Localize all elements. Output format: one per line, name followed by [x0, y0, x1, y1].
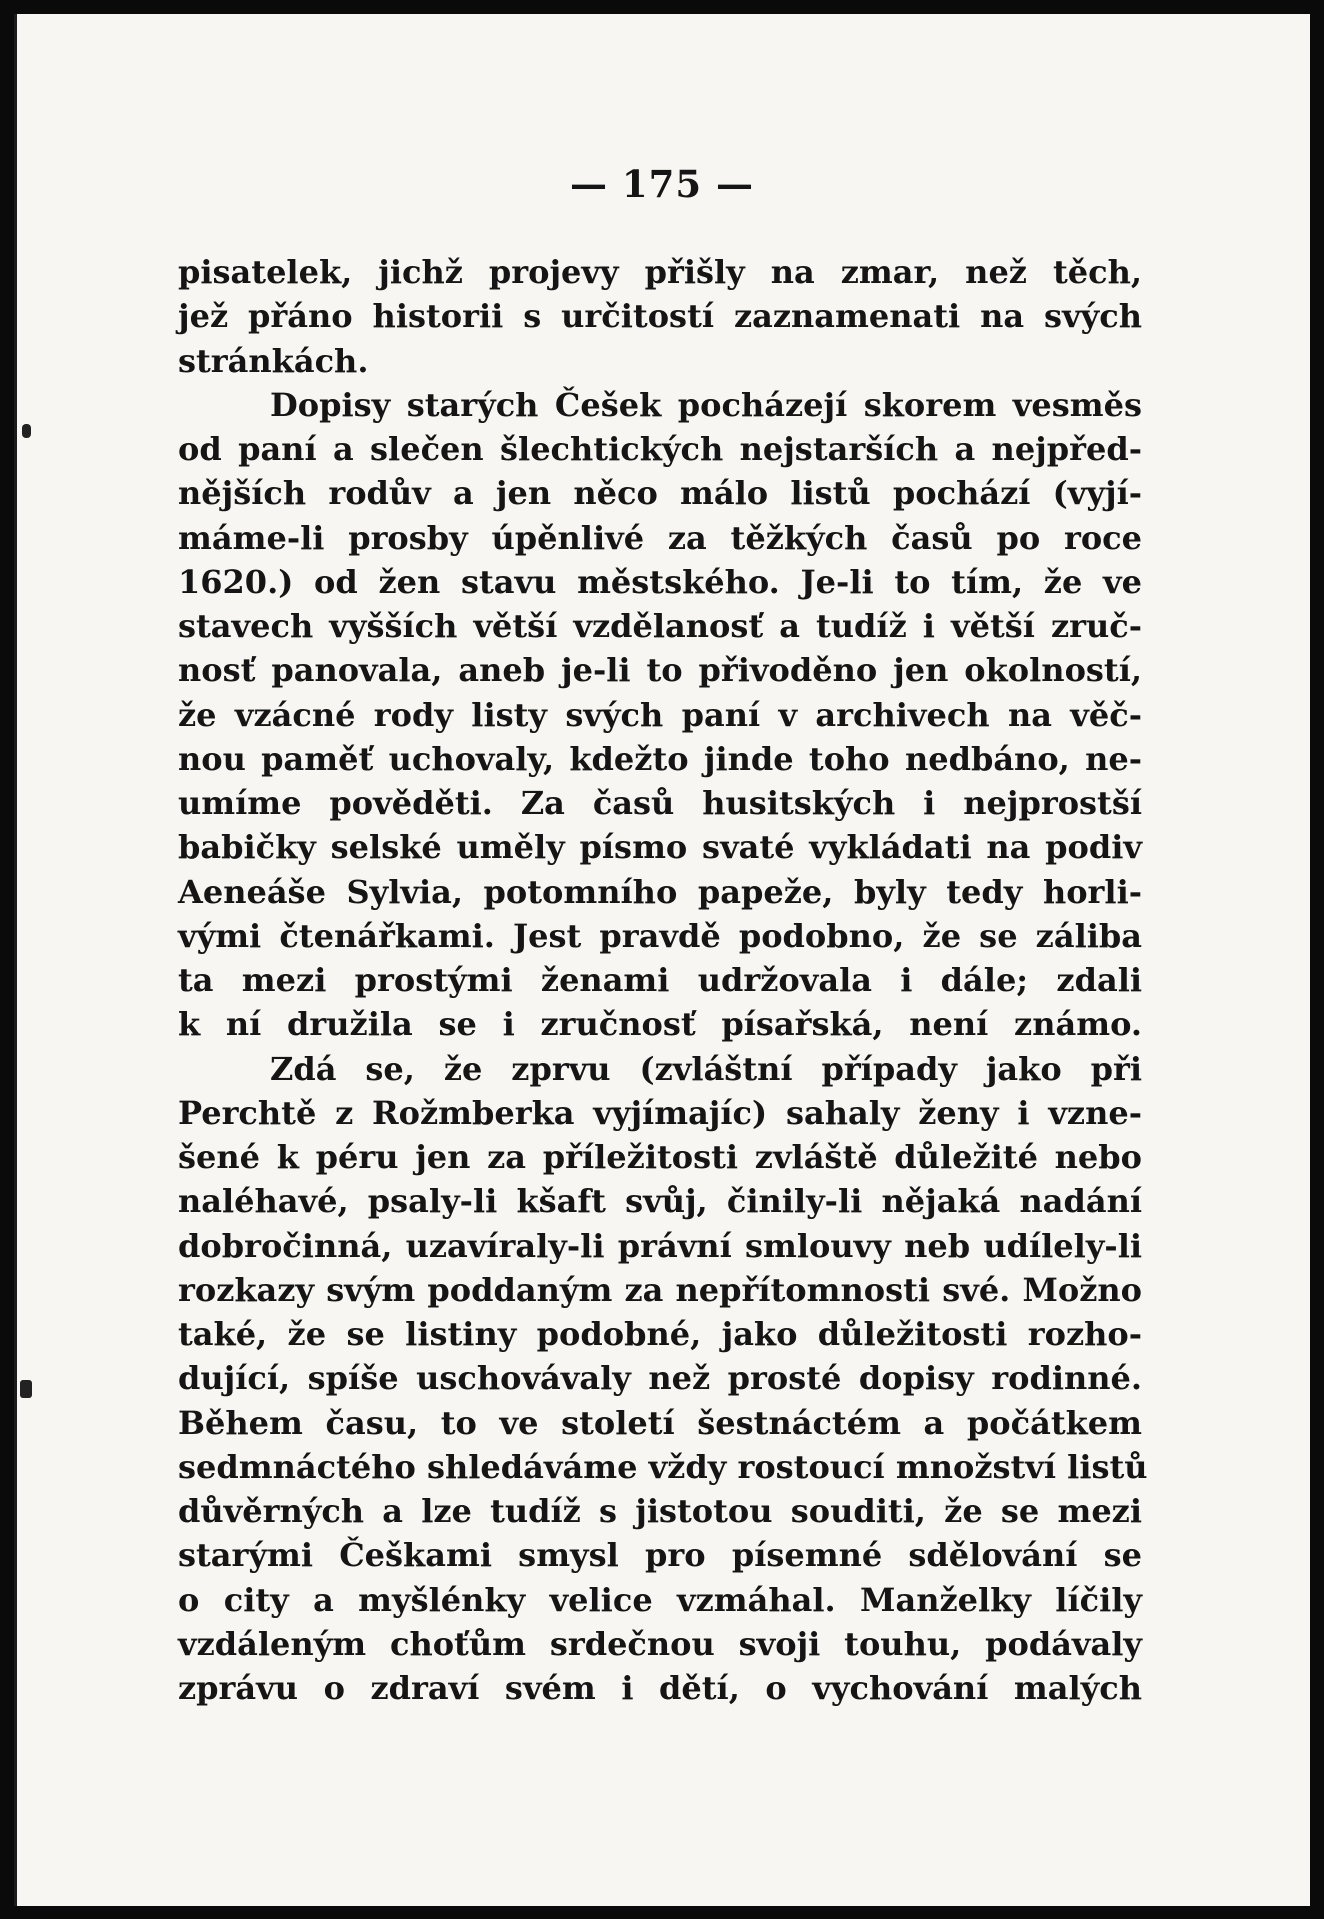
text-line: stavech vyšších větší vzdělanosť a tudíž i větší zruč-	[178, 607, 1142, 645]
text-line: babičky selské uměly písmo svaté vykládati na podiv	[178, 828, 1142, 867]
text-line: dobročinná, uzavíraly-li právní smlouvy neb udílely-li	[178, 1226, 1142, 1265]
text-line: 1620.) od žen stavu městského. Je-li to tím, že ve	[178, 562, 1142, 601]
text-line: jež přáno historii s určitostí zaznamenati na svých	[178, 297, 1142, 336]
text-line: Během času, to ve století šestnáctém a počátkem	[178, 1403, 1142, 1442]
body-text	[178, 250, 1148, 1710]
margin-speck	[20, 1380, 32, 1398]
text-line: umíme pověděti. Za časů husitských i nejprostší	[178, 784, 1142, 822]
text-line: vzdáleným choťům srdečnou svoji touhu, podávaly	[178, 1624, 1142, 1663]
text-line: máme-li prosby úpěnlivé za těžkých časů po roce	[178, 518, 1142, 557]
page-binding-edge	[14, 14, 17, 1906]
text-line: o city a myšlénky velice vzmáhal. Manželky líčily	[178, 1580, 1142, 1619]
text-line: důvěrných a lze tudíž s jistotou souditi, že se mezi	[178, 1492, 1142, 1530]
text-line: rozkazy svým poddaným za nepřítomnosti své. Možno	[178, 1270, 1142, 1309]
text-line: dující, spíše uschovávaly než prosté dopisy rodinné.	[178, 1359, 1142, 1398]
text-line: ta mezi prostými ženami udržovala i dále; zdali	[178, 961, 1142, 999]
text-line: pisatelek, jichž projevy přišly na zmar, než těch,	[178, 253, 1142, 291]
text-line: Perchtě z Rožmberka vyjímajíc) sahaly ženy i vzne-	[178, 1093, 1142, 1132]
page-number: — 175 —	[570, 162, 754, 206]
text-line: nosť panovala, aneb je-li to přivoděno jen okolností,	[178, 651, 1142, 690]
text-line: naléhavé, psaly-li kšaft svůj, činily-li nějaká nadání	[178, 1182, 1142, 1221]
text-line: stránkách.	[178, 341, 369, 380]
text-line: Dopisy starých Češek pocházejí skorem vesměs	[270, 385, 1142, 424]
text-line: šené k péru jen za příležitosti zvláště důležité nebo	[178, 1138, 1142, 1176]
text-line: nou paměť uchovaly, kdežto jinde toho nedbáno, ne-	[178, 739, 1142, 778]
text-line: Aeneáše Sylvia, potomního papeže, byly tedy horli-	[178, 872, 1142, 911]
margin-speck	[22, 424, 31, 438]
book-page	[14, 14, 1310, 1906]
text-line: také, že se listiny podobné, jako důležitosti rozho-	[178, 1315, 1142, 1353]
text-line: zprávu o zdraví svém i dětí, o vychování malých	[178, 1669, 1142, 1707]
text-line: starými Češkami smysl pro písemné sdělování se	[178, 1536, 1142, 1575]
text-line: vými čtenářkami. Jest pravdě podobno, že se záliba	[178, 916, 1142, 955]
text-line: Zdá se, že zprvu (zvláštní případy jako při	[270, 1049, 1142, 1088]
text-line: nějších rodův a jen něco málo listů pochází (vyjí-	[178, 474, 1142, 513]
text-line: sedmnáctého shledáváme vždy rostoucí množství listů	[178, 1447, 1148, 1486]
text-line: že vzácné rody listy svých paní v archivech na věč-	[178, 695, 1142, 734]
text-line: k ní družila se i zručnosť písařská, není známo.	[178, 1005, 1142, 1044]
text-line: od paní a slečen šlechtických nejstarších a nejpřed-	[178, 430, 1142, 468]
